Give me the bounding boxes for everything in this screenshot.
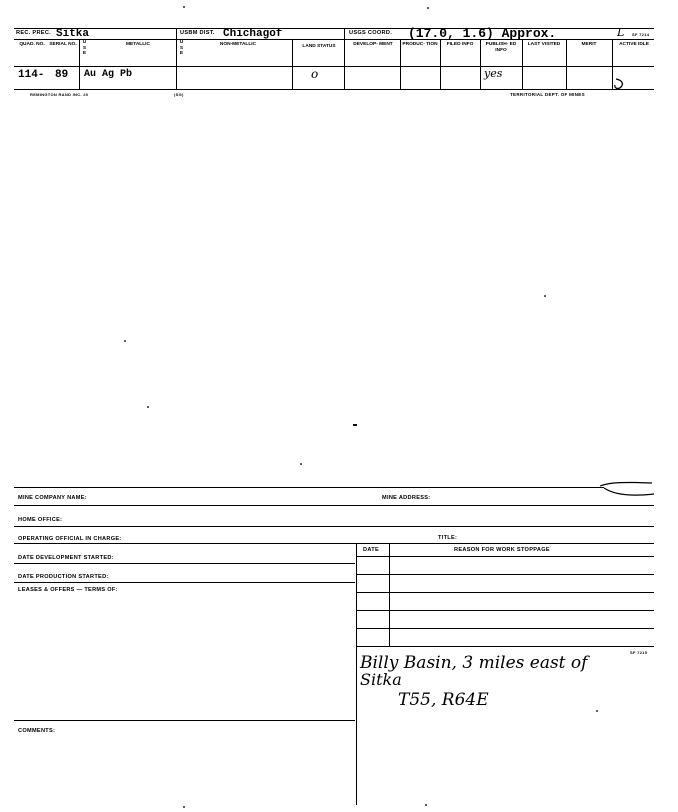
metallic-label: METALLIC xyxy=(126,42,150,47)
operating-official-label: OPERATING OFFICIAL IN CHARGE: xyxy=(18,536,122,542)
filed-info-label: FILED INFO xyxy=(446,42,474,47)
scan-speck xyxy=(183,6,185,8)
development-label: DEVELOP- MENT xyxy=(353,42,393,47)
merit-label: MERIT xyxy=(581,42,597,47)
quad-no-label: QUAD. NO. xyxy=(19,42,45,47)
date-development-label: DATE DEVELOPMENT STARTED: xyxy=(18,555,114,561)
corner-mark: L xyxy=(617,26,625,39)
mine-company-name-label: MINE COMPANY NAME: xyxy=(18,495,87,501)
scan-speck xyxy=(124,340,126,342)
land-status-label: LAND STATUS xyxy=(302,44,336,49)
scan-speck xyxy=(596,710,598,712)
scan-speck xyxy=(183,806,185,808)
form-code-top: SF 7214 xyxy=(632,32,650,37)
use-label-nonmetallic: U S E xyxy=(179,40,184,56)
production-label: PRODUC- TION xyxy=(402,42,438,47)
published-info-label: PUBLISH- ED INFO xyxy=(485,42,517,53)
metallic-value: Au Ag Pb xyxy=(84,69,133,80)
date-production-label: DATE PRODUCTION STARTED: xyxy=(18,574,109,580)
usbm-dist-value: Chichagof xyxy=(223,28,283,40)
serial-no-value: 89 xyxy=(55,69,69,81)
scan-speck xyxy=(427,7,429,9)
active-idle-label: ACTIVE IDLE xyxy=(619,42,649,47)
handwritten-note-line3: T55, R64E xyxy=(398,690,489,710)
reason-column-label: REASON FOR WORK STOPPAGE xyxy=(454,547,550,553)
use-label-metallic: U S E xyxy=(82,40,87,56)
card-corner-curl xyxy=(596,480,656,500)
footer-left-b: (SG) xyxy=(174,92,184,97)
footer-left: REMINGTON RAND INC. 20 xyxy=(30,92,89,97)
scan-speck xyxy=(147,406,149,408)
active-idle-mark xyxy=(612,78,630,92)
usgs-coord-value: (17.0, 1.6) Approx. xyxy=(408,26,557,41)
leases-label: LEASES & OFFERS — TERMS OF: xyxy=(18,587,118,593)
usgs-coord-label: USGS COORD. xyxy=(349,30,393,36)
nonmetallic-label: NON-METALLIC xyxy=(219,42,257,47)
scan-speck xyxy=(544,295,546,297)
title-label: TITLE: xyxy=(438,535,458,541)
rec-prec-label: REC. PREC. xyxy=(16,30,52,36)
land-status-value: o xyxy=(311,67,319,81)
scan-speck xyxy=(300,463,302,465)
published-info-value: yes xyxy=(484,67,503,80)
comments-label: COMMENTS: xyxy=(18,728,56,734)
handwritten-note-line1: Billy Basin, 3 miles east of xyxy=(360,653,588,673)
home-office-label: HOME OFFICE: xyxy=(18,517,63,523)
form-code-bottom: SF 7215 xyxy=(630,650,648,655)
usbm-dist-label: USBM DIST. xyxy=(180,30,215,36)
quad-no-value: 114- xyxy=(18,69,45,81)
footer-right: TERRITORIAL DEPT. OF MINES xyxy=(510,92,585,97)
scan-speck xyxy=(353,424,357,426)
date-column-label: DATE xyxy=(363,547,380,553)
rec-prec-value: Sitka xyxy=(56,28,90,40)
last-visited-label: LAST VISITED xyxy=(527,42,561,47)
serial-no-label: SERIAL NO. xyxy=(49,42,77,47)
mine-address-label: MINE ADDRESS: xyxy=(382,495,431,501)
scan-speck xyxy=(425,804,427,806)
handwritten-note-line2: Sitka xyxy=(360,670,402,689)
